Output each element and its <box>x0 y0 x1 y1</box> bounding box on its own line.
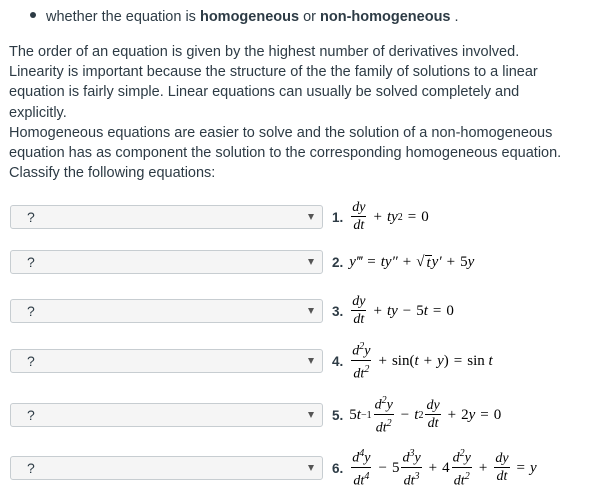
intro-suffix: . <box>450 9 459 25</box>
bullet-dot <box>30 12 36 18</box>
caret-down-icon <box>308 358 314 364</box>
question-number: 4. <box>332 353 344 369</box>
classification-select-1[interactable] <box>10 205 323 229</box>
equation-1: 1. $\frac{dy}{dt}$ + ty 2 = 0 <box>332 200 429 233</box>
paragraph-line: Linearity is important because the structure of the the family of solutions to a linear <box>9 64 538 81</box>
caret-down-icon <box>308 259 314 265</box>
select-value: ? <box>27 254 35 270</box>
select-value: ? <box>27 353 35 369</box>
equation-4: 4. $\frac{d^2y}{dt^2}$ + sin( t + y ) = sin t <box>332 341 493 382</box>
intro-bold-nonhomogeneous: non-homogeneous <box>320 9 451 25</box>
instructions-paragraph <box>9 42 601 183</box>
classification-select-4[interactable] <box>10 349 323 373</box>
classification-select-5[interactable] <box>10 403 323 427</box>
select-value: ? <box>27 407 35 423</box>
paragraph-line: The order of an equation is given by the highest number of derivatives involved. <box>9 44 520 60</box>
select-value: ? <box>27 303 35 319</box>
paragraph-line: Homogeneous equations are easier to solve and the solution of a non-homogeneous <box>9 124 553 141</box>
select-value: ? <box>27 209 35 225</box>
caret-down-icon <box>308 465 314 471</box>
paragraph-line: Classify the following equations: <box>9 165 216 182</box>
intro-bold-homogeneous: homogeneous <box>199 9 300 25</box>
equation-2: 2. y‴ = ty″ + √ t y′ + 5 y <box>332 253 475 271</box>
intro-bullet <box>30 9 459 25</box>
select-value: ? <box>27 460 35 476</box>
question-number: 3. <box>332 303 344 319</box>
question-number: 5. <box>332 407 344 423</box>
intro-text: whether the equation is <box>46 9 200 25</box>
intro-or: or <box>299 9 321 25</box>
caret-down-icon <box>308 412 314 418</box>
classification-select-6[interactable] <box>10 456 323 480</box>
question-number: 1. <box>332 209 344 225</box>
equation-5: 5. 5 t −1 $\frac{d^2y}{dt^2}$ − t 2 $\frac{dy}{dt}$ + 2 y = 0 <box>332 395 502 436</box>
classification-select-2[interactable] <box>10 250 323 274</box>
caret-down-icon <box>308 308 314 314</box>
paragraph-line: equation has as component the solution to the corresponding homogeneous equation. <box>9 145 562 162</box>
equation-6: 6. $\frac{d^4y}{dt^4}$ − 5 $\frac{d^3y}{dt^3}$ + 4 $\frac{d^2y}{dt^2}$ + $\frac{dy}{dt}$ = y <box>332 448 537 489</box>
paragraph-line: explicitly. <box>9 104 67 121</box>
question-number: 2. <box>332 254 344 270</box>
classification-select-3[interactable] <box>10 299 323 323</box>
question-number: 6. <box>332 460 344 476</box>
paragraph-line: equation is fairly simple. Linear equations can usually be solved completely and <box>9 84 520 101</box>
equation-3: 3. $\frac{dy}{dt}$ + ty − 5 t = 0 <box>332 294 454 327</box>
caret-down-icon <box>308 214 314 220</box>
